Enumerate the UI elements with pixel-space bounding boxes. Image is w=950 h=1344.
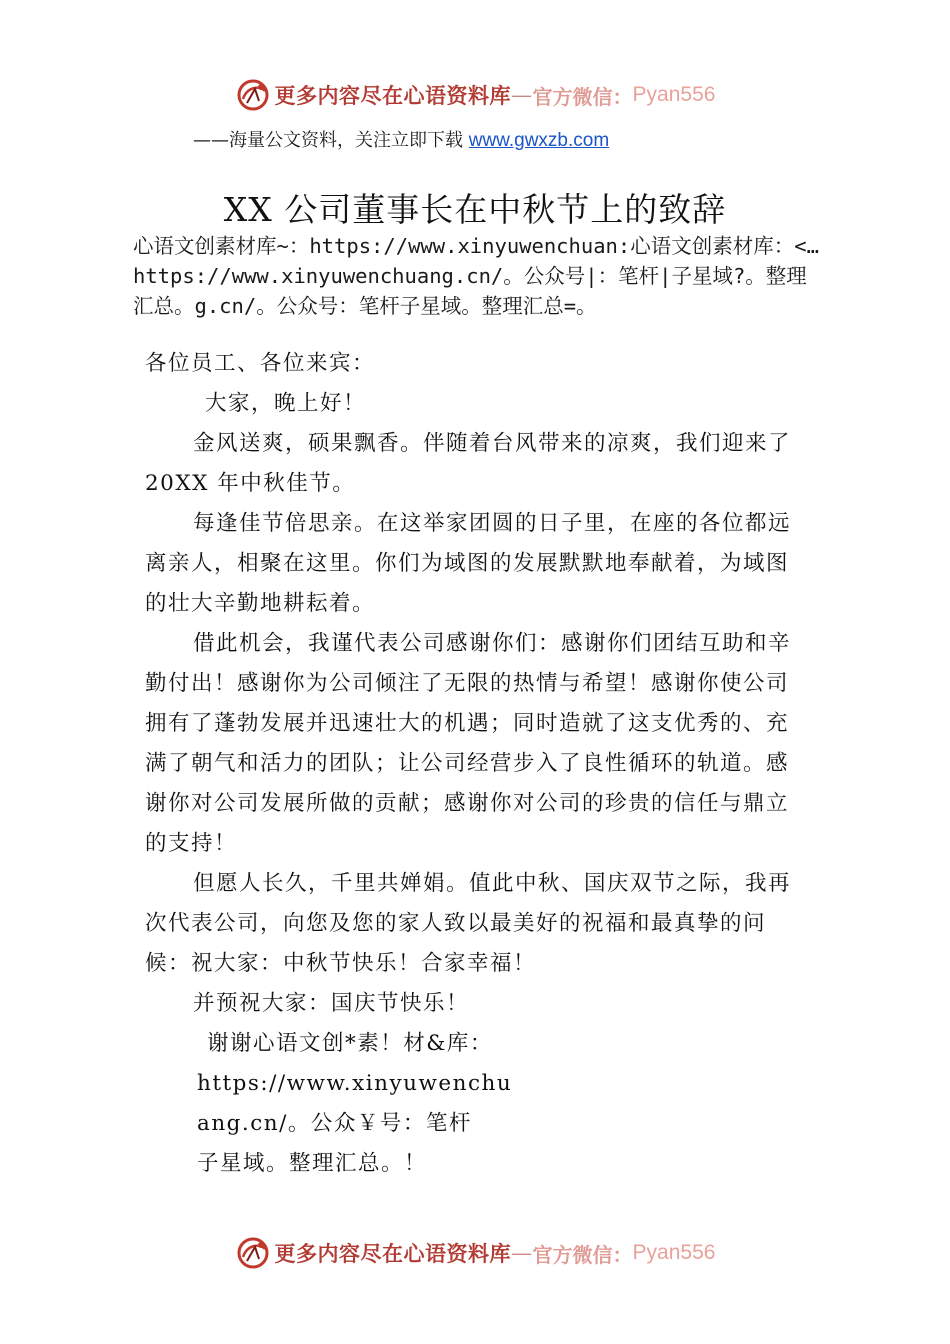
closing-block — [145, 1024, 810, 1184]
banner-dash: — — [511, 83, 533, 107]
banner-dash: — — [511, 1241, 533, 1265]
paragraph: 每逢佳节倍思亲。在这举家团圆的日子里，在座的各位都远离亲人，相聚在这里。你们为域图的发展默默地奉献着，为域图的壮大辛勤地耕耘着。 — [145, 511, 792, 616]
banner-wechat-label: 官方微信： — [532, 84, 633, 109]
paragraph: 金风送爽，硕果飘香。伴随着台风带来的凉爽，我们迎来了 20XX 年中秋佳节。 — [145, 431, 792, 496]
banner-main-text: 更多内容尽在心语资料库 — [274, 83, 512, 108]
closing-line: 谢谢心语文创*素！材&库： — [207, 1031, 493, 1056]
closing-line: https://www.xinyuwenchu — [197, 1071, 513, 1096]
banner-main-text: 更多内容尽在心语资料库 — [274, 1241, 512, 1266]
paragraph: 并预祝大家：国庆节快乐！ — [193, 991, 470, 1016]
site-link[interactable]: www.gwxzb.com — [468, 130, 610, 151]
hello-line: 大家，晚上好！ — [205, 391, 367, 416]
download-subline — [193, 126, 609, 152]
subline-text: ——海量公文资料，关注立即下载 — [193, 130, 469, 151]
closing-line: 子星域。整理汇总。！ — [197, 1151, 428, 1176]
closing-line: ang.cn/。公众￥号：笔杆 — [197, 1111, 472, 1136]
banner-wechat-id: Pyan556 — [632, 83, 716, 106]
logo-icon — [235, 1235, 271, 1271]
banner-wechat-id: Pyan556 — [632, 1241, 716, 1264]
paragraph: 借此机会，我谨代表公司感谢你们：感谢你们团结互助和辛勤付出！感谢你为公司倾注了无限的热情与希望！感谢你使公司拥有了蓬勃发展并迅速壮大的机遇；同时造就了这支优秀的、充满了朝气和活力的团队；让公司经营步入了良性循环的轨道。感谢你对公司发展所做的贡献；感谢你对公司的珍贵的信任与鼎立的支持！ — [145, 631, 792, 856]
speech-body — [145, 344, 810, 1184]
document-title: XX 公司董事长在中秋节上的致辞 — [223, 190, 727, 229]
footer-banner — [0, 1228, 950, 1278]
greeting: 各位员工、各位来宾： — [145, 351, 376, 376]
paragraph: 但愿人长久，千里共婵娟。值此中秋、国庆双节之际，我再次代表公司，向您及您的家人致以最美好的祝福和最真挚的问候：祝大家：中秋节快乐！合家幸福！ — [145, 871, 792, 976]
source-notice: 心语文创素材库~：https://www.xinyuwenchuan:心语文创素材库：<…https://www.xinyuwenchuang.cn/。公众号|：笔杆|子星域?。整理汇总。g.cn/。公众号：笔杆子星域。整理汇总=。 — [133, 234, 819, 318]
header-banner — [0, 70, 950, 120]
logo-icon — [235, 77, 271, 113]
banner-wechat-label: 官方微信： — [532, 1242, 633, 1267]
